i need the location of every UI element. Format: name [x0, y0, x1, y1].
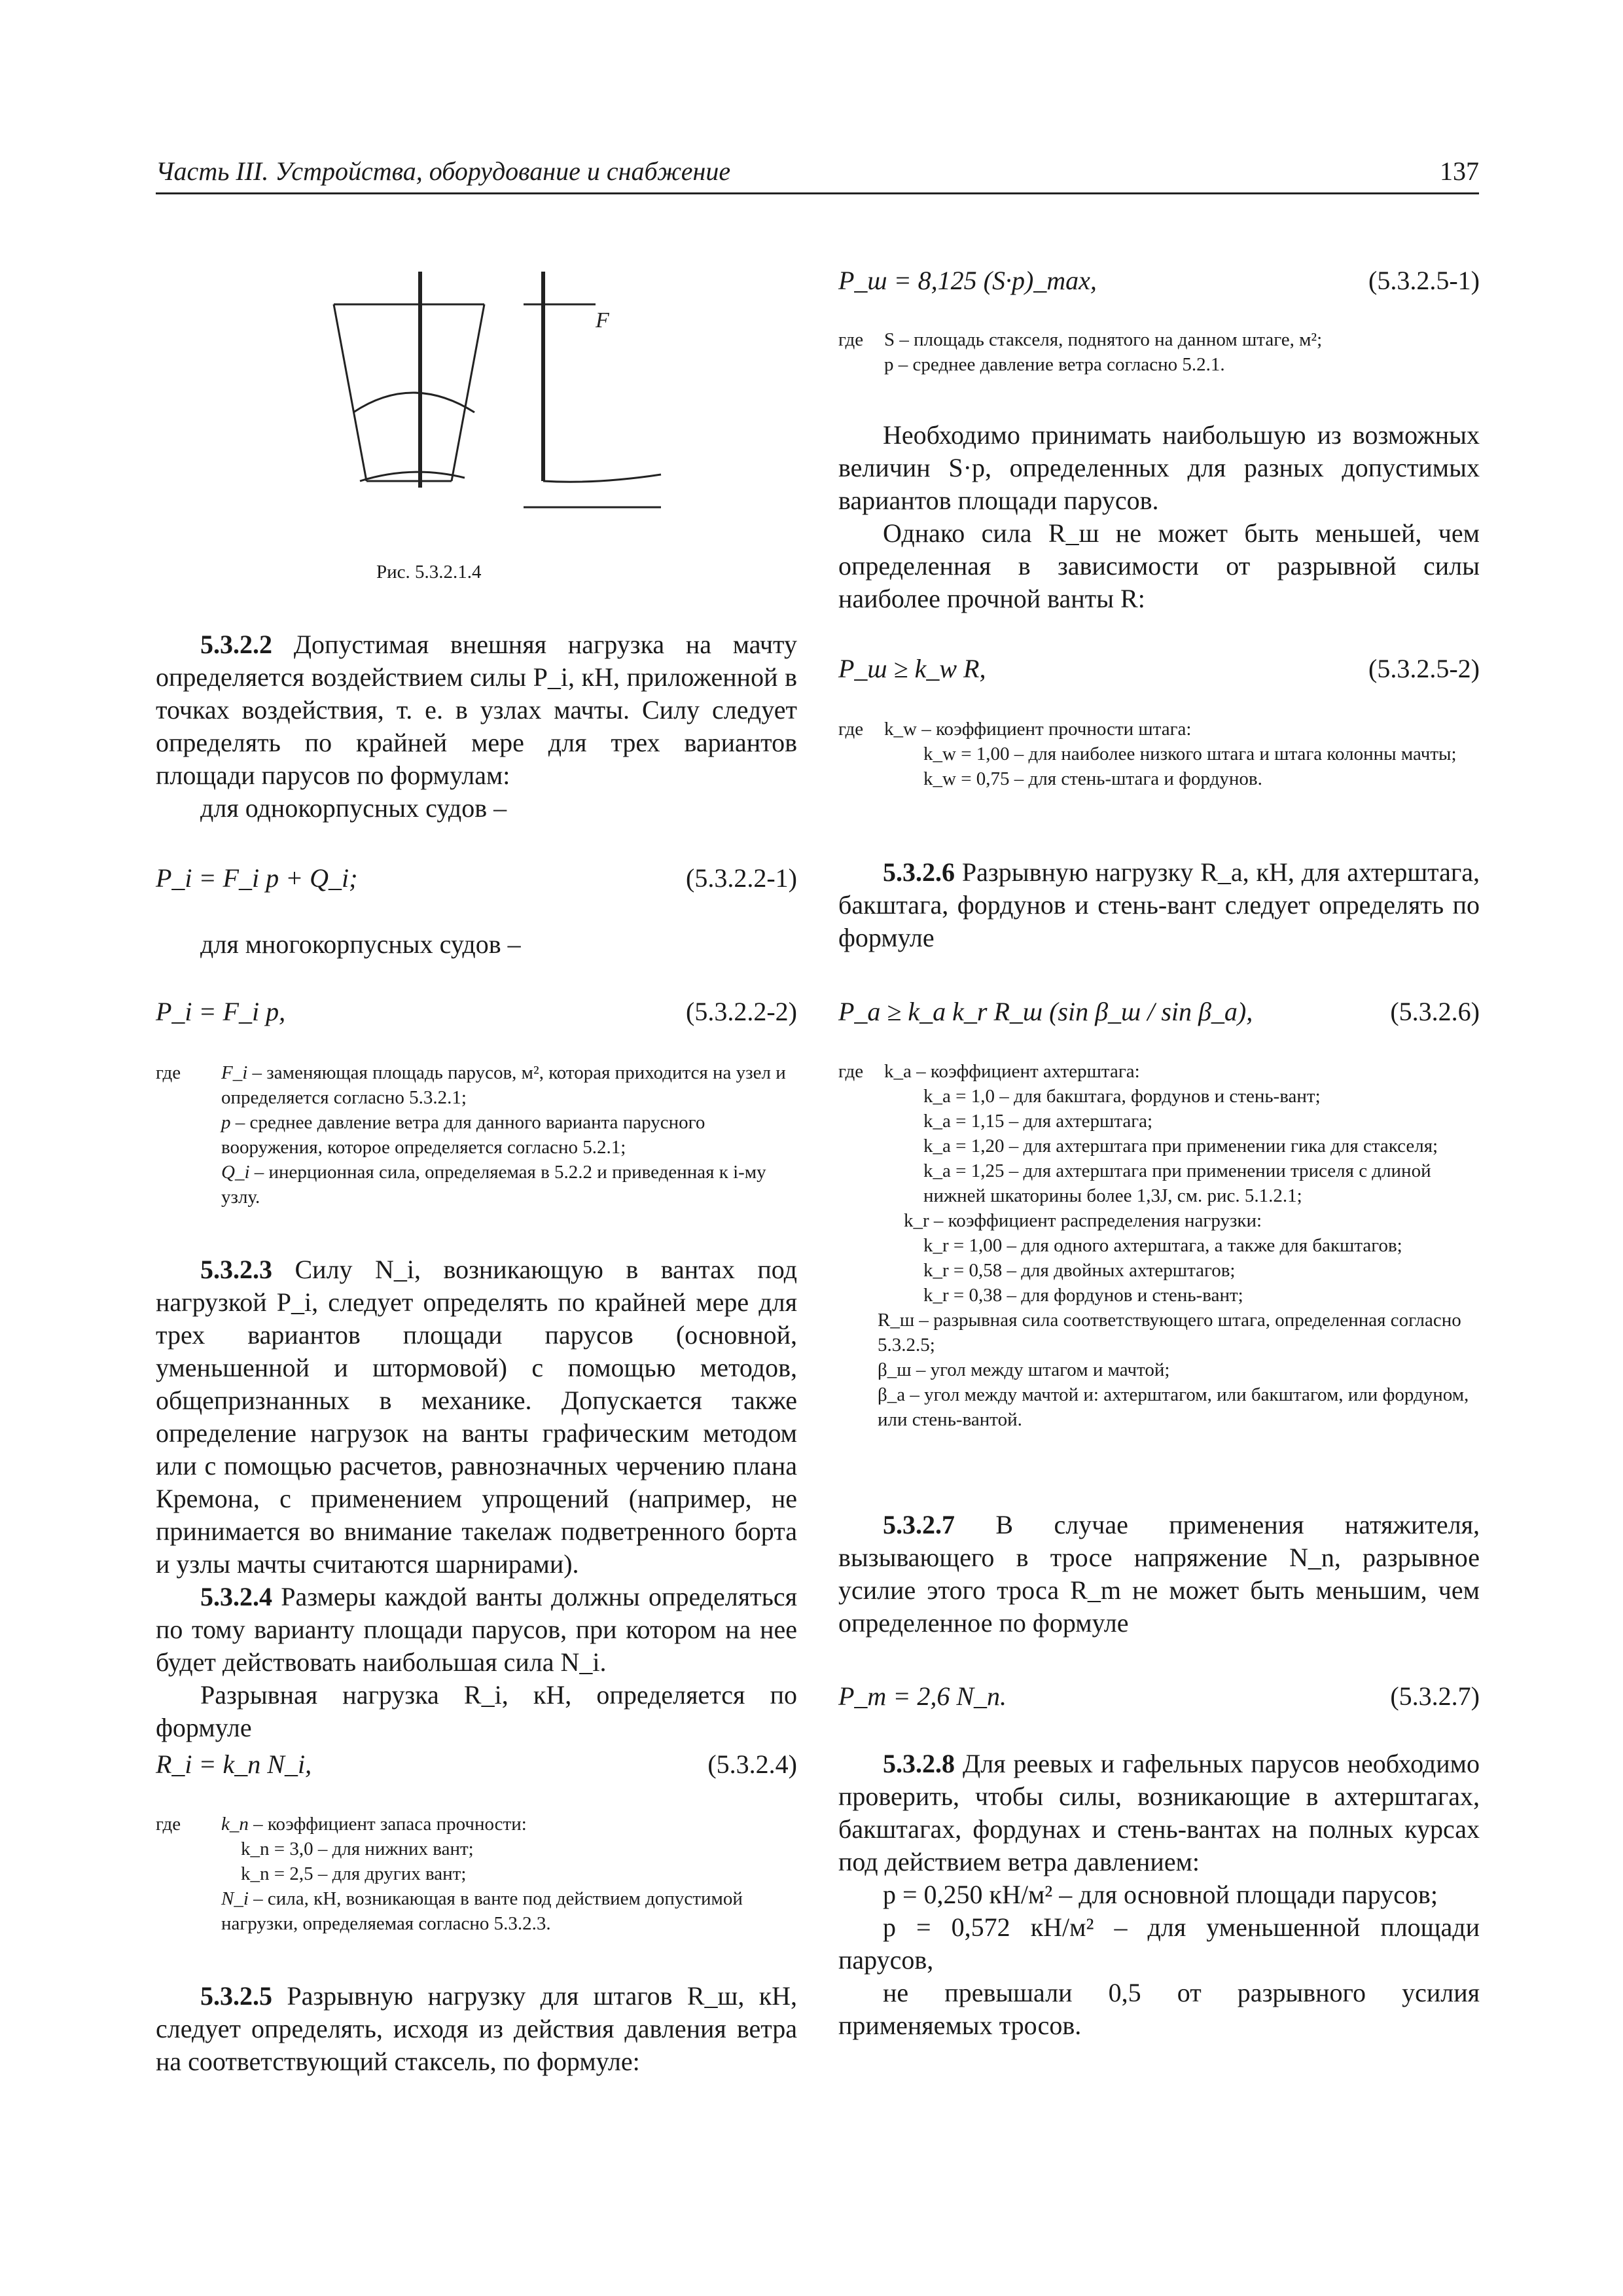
note-item: p – среднее давление ветра для данного варианта парусного вооружения, которое определяется согласно 5.2.1;: [221, 1112, 705, 1158]
note-item: β_a – угол между мачтой и: ахтерштагом, или бакштагом, или фордуном, или стень-вантой.: [878, 1384, 1469, 1430]
note-item: где S – площадь стакселя, поднятого на данном штаге, м²;: [838, 329, 1323, 350]
figure-caption: Рис. 5.3.2.1.4: [376, 562, 482, 583]
note-item: β_ш – угол между штагом и мачтой;: [878, 1359, 1170, 1380]
paragraph: Необходимо принимать наибольшую из возможных величин S·p, определенных для разных допустимых вариантов площади парусов.: [838, 420, 1480, 515]
formula-5-3-2-2-2: P_i = F_i p, (5.3.2.2-2): [156, 997, 797, 1026]
note-item: k_n = 3,0 – для нижних вант;: [241, 1839, 474, 1859]
paragraph: Разрывная нагрузка R_i, кН, определяется по формуле: [156, 1680, 797, 1742]
note-item: k_a = 1,25 – для ахтерштага при применении триселя с длиной нижней шкаторины более 1,3J, см. рис. 5.1.2.1;: [923, 1160, 1431, 1206]
section-5-3-2-5: [156, 1980, 797, 2078]
note-item: k_r = 0,58 – для двойных ахтерштагов;: [923, 1260, 1236, 1281]
section-5-3-2-8: [838, 1748, 1480, 2042]
note-item: k_a = 1,15 – для ахтерштага;: [923, 1111, 1153, 1132]
note-item: k_a = 1,20 – для ахтерштага при применении гика для стакселя;: [923, 1136, 1438, 1157]
note-item: k_a = 1,0 – для бакштага, фордунов и стень-вант;: [923, 1086, 1321, 1107]
note-item: N_i – сила, кН, возникающая в ванте под действием допустимой нагрузки, определяемая согласно 5.3.2.3.: [221, 1888, 743, 1934]
note-item: k_w = 1,00 – для наиболее низкого штага и штага колонны мачты;: [923, 744, 1457, 764]
note-item: k_r – коэффициент распределения нагрузки:: [904, 1210, 1262, 1231]
notes-block-3: [838, 327, 1480, 377]
notes-block-1: [156, 1060, 797, 1210]
note-item: где k_w – коэффициент прочности штага:: [838, 719, 1192, 740]
note-item: где F_i – заменяющая площадь парусов, м², которая приходится на узел и определяется согласно 5.3.2.1;: [156, 1062, 786, 1108]
paragraph: 5.3.2.8 Для реевых и гафельных парусов необходимо проверить, чтобы силы, возникающие в ахтерштагах, бакштагах, фордунах и стень-вантах на полных курсах под действием ветра давлением:: [838, 1749, 1480, 1876]
notes-block-2: [156, 1812, 797, 1936]
note-item: Q_i – инерционная сила, определяемая в 5.2.2 и приведенная к i-му узлу.: [221, 1162, 766, 1208]
note-item: k_w = 0,75 – для стень-штага и фордунов.: [923, 768, 1262, 789]
paragraph: 5.3.2.5 Разрывную нагрузку для штагов R_ш, кН, следует определять, исходя из действия давления ветра на соответствующий стаксель, по формуле:: [156, 1981, 798, 2076]
note-item: где k_n – коэффициент запаса прочности:: [156, 1814, 527, 1835]
notes-block-4: [838, 717, 1480, 791]
note-item: R_ш – разрывная сила соответствующего штага, определенная согласно 5.3.2.5;: [878, 1310, 1461, 1355]
paragraph: p = 0,250 кН/м² – для основной площади парусов;: [883, 1880, 1438, 1909]
paragraph: для однокорпусных судов –: [200, 793, 507, 823]
section-5-3-2-2: [156, 628, 797, 825]
notes-block-5: [838, 1059, 1480, 1432]
mast-figure: [321, 265, 668, 514]
paragraph: p = 0,572 кН/м² – для уменьшенной площади парусов,: [838, 1912, 1480, 1975]
section-5-3-2-3: [156, 1253, 797, 1744]
paragraph: 5.3.2.6 Разрывную нагрузку R_a, кН, для ахтерштага, бакштага, фордунов и стень-вант следует определять по формуле: [838, 857, 1480, 952]
note-item: k_n = 2,5 – для других вант;: [241, 1863, 467, 1884]
section-5-3-2-6: [838, 856, 1480, 954]
paragraph: для многокорпусных судов –: [200, 929, 521, 959]
paragraph-group: [838, 419, 1480, 615]
formula-5-3-2-4: R_i = k_n N_i, (5.3.2.4): [156, 1749, 797, 1779]
paragraph: не превышали 0,5 от разрывного усилия применяемых тросов.: [838, 1978, 1480, 2040]
paragraph: 5.3.2.7 В случае применения натяжителя, вызывающего в тросе напряжение N_n, разрывное усилие этого троса R_m не может быть меньшим, чем определенное по формуле: [838, 1510, 1480, 1638]
note-item: k_r = 1,00 – для одного ахтерштага, а также для бакштагов;: [923, 1235, 1402, 1256]
figure-label-f: F: [596, 308, 609, 332]
note-item: p – среднее давление ветра согласно 5.2.1.: [884, 354, 1225, 375]
formula-5-3-2-6: P_a ≥ k_a k_r R_ш (sin β_ш / sin β_a), (5.3.2.6): [838, 997, 1480, 1026]
formula-5-3-2-2-1: P_i = F_i p + Q_i; (5.3.2.2-1): [156, 863, 797, 893]
formula-5-3-2-7: P_m = 2,6 N_n. (5.3.2.7): [838, 1681, 1480, 1711]
paragraph: 5.3.2.3 Силу N_i, возникающую в вантах под нагрузкой P_i, следует определять по крайней мере для трех вариантов площади парусов (основной, уменьшенной и штормовой) с помощью методов, общепризнанных в механике. Допускается также определение нагрузок на ванты графическим методом или с помощью расчетов, равнозначных черчению плана Кремона, с применением упрощений (например, не принимается во внимание такелаж подветренного борта и узлы мачты считаются шарнирами).: [156, 1255, 798, 1579]
note-item: где k_a – коэффициент ахтерштага:: [838, 1061, 1140, 1082]
page-number: 137: [1440, 156, 1479, 186]
note-item: k_r = 0,38 – для фордунов и стень-вант;: [923, 1285, 1243, 1306]
section-5-3-2-7: [838, 1509, 1480, 1640]
formula-5-3-2-5-1: P_ш = 8,125 (S·p)_max, (5.3.2.5-1): [838, 266, 1480, 295]
paragraph: 5.3.2.2 Допустимая внешняя нагрузка на мачту определяется воздействием силы P_i, кН, приложенной в точках воздействия, т. е. в узлах мачты. Силу следует определять по крайней мере для трех вариантов площади парусов по формулам:: [156, 630, 797, 790]
paragraph: Однако сила R_ш не может быть меньшей, чем определенная в зависимости от разрывной силы наиболее прочной ванты R:: [838, 518, 1480, 613]
paragraph: 5.3.2.4 Размеры каждой ванты должны определяться по тому варианту площади парусов, при котором на нее будет действовать наибольшая сила N_i.: [156, 1582, 798, 1677]
header-title: Часть III. Устройства, оборудование и снабжение: [156, 156, 731, 186]
formula-5-3-2-5-2: P_ш ≥ k_w R, (5.3.2.5-2): [838, 654, 1480, 683]
running-header: [156, 156, 1479, 194]
